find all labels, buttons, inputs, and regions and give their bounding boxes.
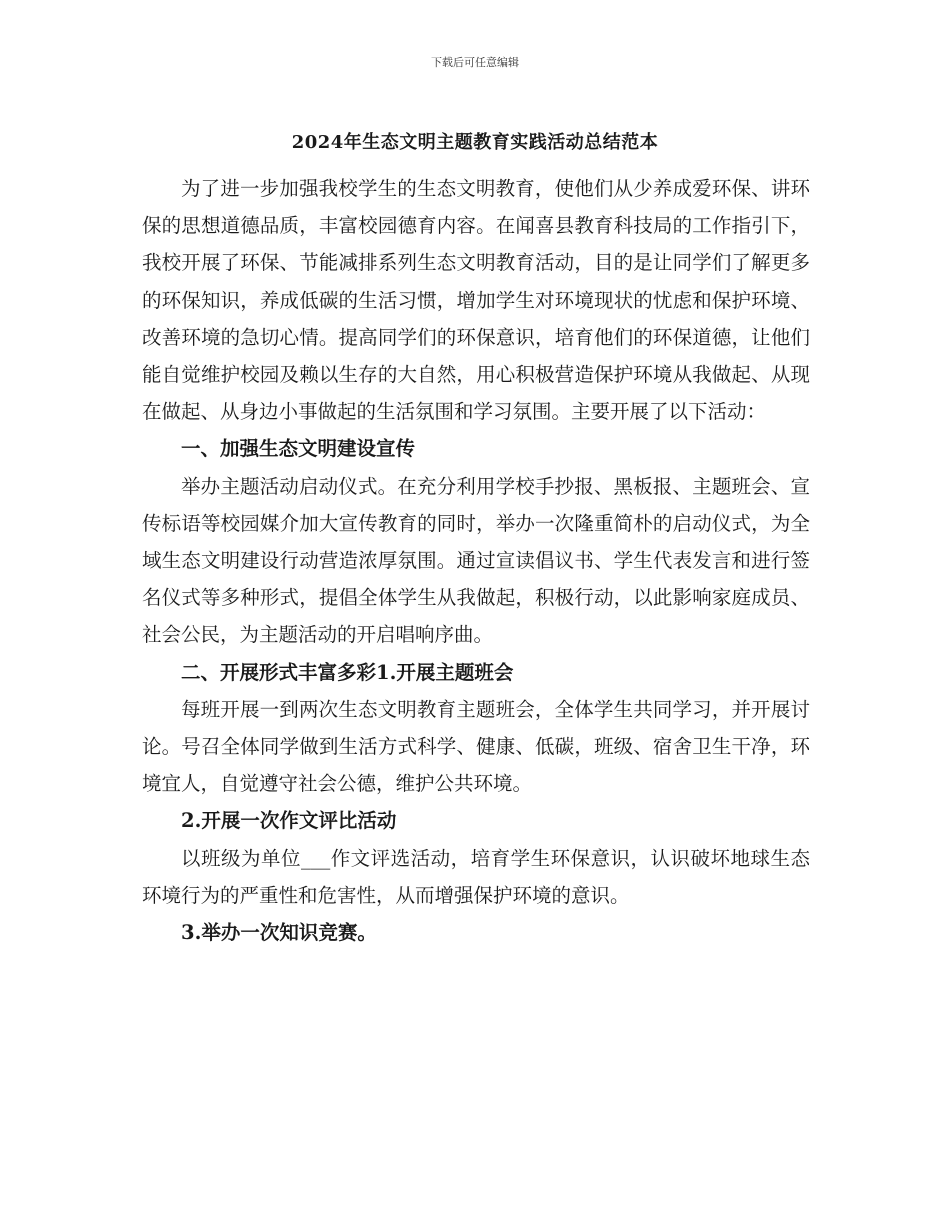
subsection-2-2-paragraph: 以班级为单位___作文评选活动，培育学生环保意识，认识破坏地球生态环境行为的严重性和危害性，从而增强保护环境的意识。 <box>142 846 810 907</box>
document-body <box>142 170 810 951</box>
intro-paragraph: 为了进一步加强我校学生的生态文明教育，使他们从少养成爱环保、讲环保的思想道德品质，丰富校园德育内容。在闻喜县教育科技局的工作指引下，我校开展了环保、节能减排系列生态文明教育活动，目的是让同学们了解更多的环保知识，养成低碳的生活习惯，增加学生对环境现状的忧虑和保护环境、改善环境的急切心情。提高同学们的环保意识，培育他们的环保道德，让他们能自觉维护校园及赖以生存的大自然，用心积极营造保护环境从我做起、从现在做起、从身边小事做起的生活氛围和学习氛围。主要开展了以下活动： <box>142 177 810 424</box>
subsection-heading-2-3: 3.举办一次知识竞赛。 <box>181 921 377 945</box>
section-2-paragraph: 每班开展一到两次生态文明教育主题班会，全体学生共同学习，并开展讨论。号召全体同学做到生活方式科学、健康、低碳，班级、宿舍卫生干净，环境宜人，自觉遵守社会公德，维护公共环境。 <box>142 697 810 796</box>
section-heading-1: 一、加强生态文明建设宣传 <box>181 437 416 461</box>
page-header-note: 下载后可任意编辑 <box>431 56 519 69</box>
subsection-heading-2-2: 2.开展一次作文评比活动 <box>181 809 397 833</box>
section-1-paragraph: 举办主题活动启动仪式。在充分利用学校手抄报、黑板报、主题班会、宣传标语等校园媒介加大宣传教育的同时，举办一次隆重简朴的启动仪式，为全域生态文明建设行动营造浓厚氛围。通过宣读倡议书、学生代表发言和进行签名仪式等多种形式，提倡全体学生从我做起，积极行动，以此影响家庭成员、社会公民，为主题活动的开启唱响序曲。 <box>142 474 810 647</box>
document-title: 2024年生态文明主题教育实践活动总结范本 <box>291 132 659 153</box>
section-heading-2: 二、开展形式丰富多彩1.开展主题班会 <box>181 660 514 684</box>
